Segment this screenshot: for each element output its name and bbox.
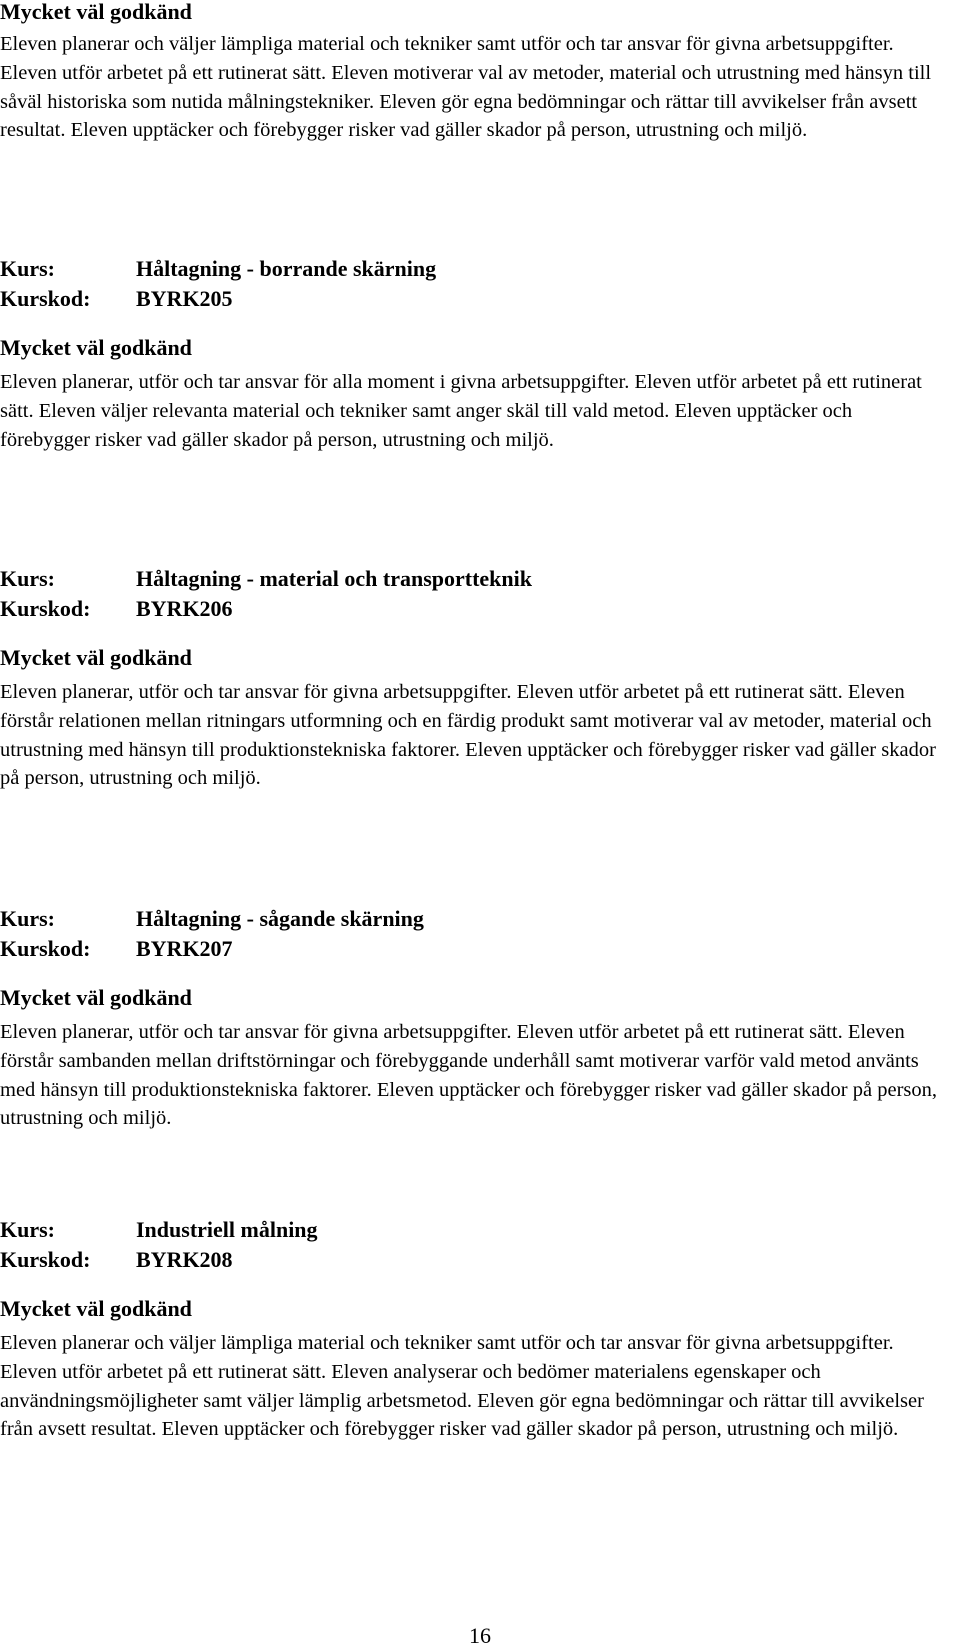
course-label: Kurs: <box>0 1217 55 1242</box>
course-section-byrk205 <box>0 254 940 454</box>
course-section-byrk207 <box>0 904 940 1133</box>
course-row <box>0 564 940 594</box>
criteria-text: Eleven planerar, utför och tar ansvar för givna arbetsuppgifter. Eleven utför arbetet på ett rutinerat sätt. Eleven förstår relationen mellan ritningars utformning och en färdig produkt samt motiverar val av metoder, material och utrustning med hänsyn till produktionstekniska faktorer. Eleven upptäcker och förebygger risker vad gäller skador på person, utrustning och miljö. <box>0 681 936 790</box>
grade-heading: Mycket väl godkänd <box>0 0 192 24</box>
criteria-text: Eleven planerar, utför och tar ansvar för alla moment i givna arbetsuppgifter. Eleven utför arbetet på ett rutinerat sätt. Eleven väljer relevanta material och tekniker samt anger skäl till vald metod. Eleven upptäcker och förebygger risker vad gäller skador på person, utrustning och miljö. <box>0 371 922 451</box>
course-row <box>0 254 940 284</box>
course-code-label: Kurskod: <box>0 286 91 311</box>
course-code-row <box>0 284 940 314</box>
grade-heading: Mycket väl godkänd <box>0 645 192 670</box>
course-label: Kurs: <box>0 256 55 281</box>
course-section-byrk206 <box>0 564 940 793</box>
course-row <box>0 1215 940 1245</box>
course-code: BYRK207 <box>136 936 233 961</box>
grade-heading: Mycket väl godkänd <box>0 335 192 360</box>
course-row <box>0 904 940 934</box>
criteria-text: Eleven planerar, utför och tar ansvar för givna arbetsuppgifter. Eleven utför arbetet på ett rutinerat sätt. Eleven förstår sambanden mellan driftstörningar och förebyggande underhåll samt motiverar varför vald metod använts med hänsyn till produktionstekniska faktorer. Eleven upptäcker och förebygger risker vad gäller skador på person, utrustning och miljö. <box>0 1021 938 1130</box>
course-code-label: Kurskod: <box>0 596 91 621</box>
criteria-text: Eleven planerar och väljer lämpliga material och tekniker samt utför och tar ansvar för givna arbetsuppgifter. Eleven utför arbetet på ett rutinerat sätt. Eleven analyserar och bedömer materialens egenskaper och användningsmöjligheter samt väljer lämplig arbetsmetod. Eleven gör egna bedömningar och rättar till avvikelser från avsett resultat. Eleven upptäcker och förebygger risker vad gäller skador på person, utrustning och miljö. <box>0 1332 924 1441</box>
course-code-label: Kurskod: <box>0 936 91 961</box>
course-name: Håltagning - material och transportteknik <box>136 566 532 591</box>
course-label: Kurs: <box>0 566 55 591</box>
course-code-label: Kurskod: <box>0 1247 91 1272</box>
course-section-byrk208 <box>0 1215 940 1444</box>
course-label: Kurs: <box>0 906 55 931</box>
course-name: Industriell målning <box>136 1217 318 1242</box>
course-code: BYRK205 <box>136 286 233 311</box>
course-code: BYRK206 <box>136 596 233 621</box>
course-code-row <box>0 594 940 624</box>
grade-heading: Mycket väl godkänd <box>0 985 192 1010</box>
criteria-text: Eleven planerar och väljer lämpliga material och tekniker samt utför och tar ansvar för givna arbetsuppgifter. Eleven utför arbetet på ett rutinerat sätt. Eleven motiverar val av metoder, material och utrustning med hänsyn till såväl historiska som nutida målningstekniker. Eleven gör egna bedömningar och rättar till avvikelser från avsett resultat. Eleven upptäcker och förebygger risker vad gäller skador på person, utrustning och miljö. <box>0 33 932 142</box>
course-code-row <box>0 1245 940 1275</box>
grade-heading: Mycket väl godkänd <box>0 1296 192 1321</box>
page-number: 16 <box>469 1623 491 1648</box>
course-name: Håltagning - sågande skärning <box>136 906 424 931</box>
course-code-row <box>0 934 940 964</box>
grade-section <box>0 0 940 145</box>
course-code: BYRK208 <box>136 1247 233 1272</box>
course-name: Håltagning - borrande skärning <box>136 256 437 281</box>
